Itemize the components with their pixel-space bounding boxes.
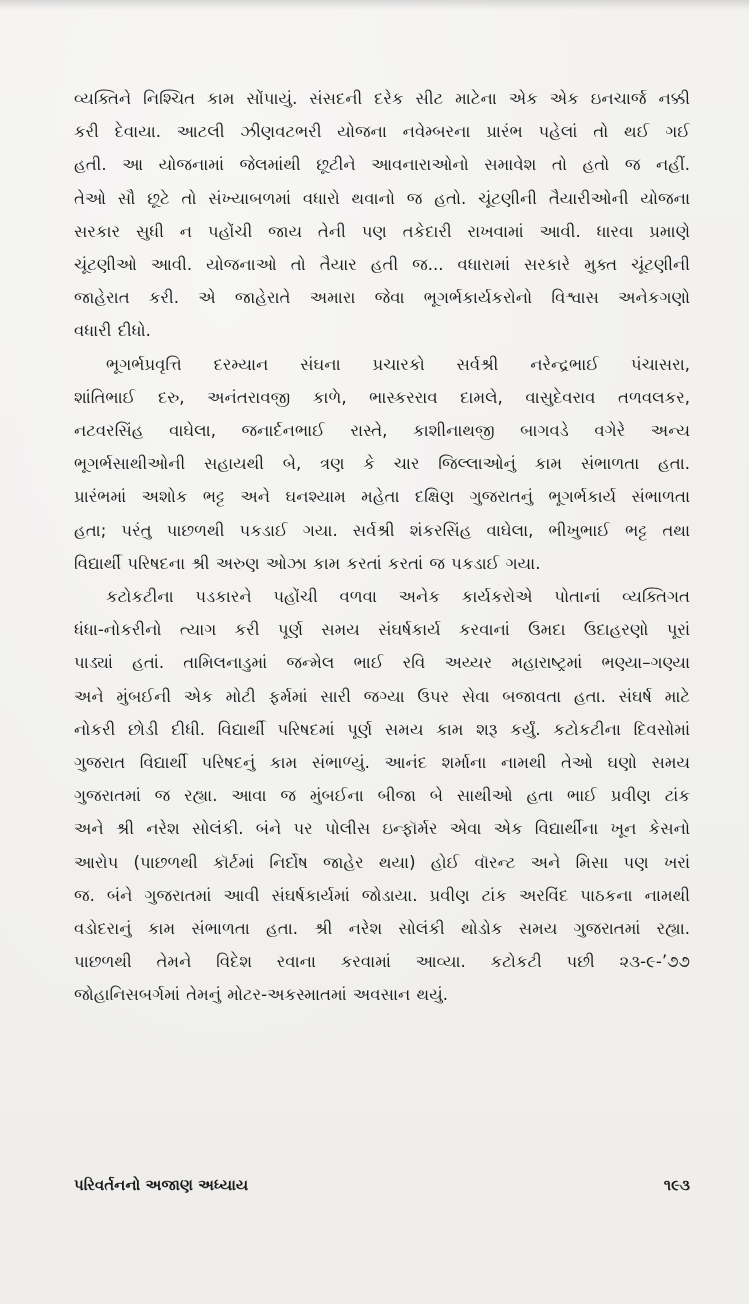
paragraph-1 [74,82,690,348]
text-line: હતા; પરંતુ પાછળથી પકડાઈ ગયા. સર્વશ્રી શંકરસિંહ વાઘેલા, ભીખુભાઈ ભટ્ટ તથા [74,520,690,540]
page-number: ૧૯૩ [663,1176,690,1194]
text-line: અને શ્રી નરેશ સોલંકી. બંને પર પોલીસ ઇન્ફૉર્મર એવા એક વિદ્યાર્થીના ખૂન કેસનો [74,819,690,839]
text-line: કરી દેવાયા. આટલી ઝીણવટભરી યોજના નવેમ્બરના પ્રારંભ પહેલાં તો થઈ ગઈ [74,122,690,142]
text-line: પ્રારંભમાં અશોક ભટ્ટ અને ઘનશ્યામ મહેતા દક્ષિણ ગુજરાતનું ભૂગર્ભકાર્ય સંભાળતા [74,487,690,507]
text-line: ભૂગર્ભસાથીઓની સહાયથી બે, ત્રણ કે ચાર જિલ્લાઓનું કામ સંભાળતા હતા. [74,454,690,474]
text-line: વ્યક્તિને નિશ્ચિત કામ સોંપાયું. સંસદની દરેક સીટ માટેના એક એક ઇનચાર્જ નક્કી [74,89,690,108]
text-line: જ. બંને ગુજરાતમાં આવી સંઘર્ષકાર્યમાં જોડાયા. પ્રવીણ ટાંક અરવિંદ પાઠકના નામથી [74,885,690,905]
text-line: પાડ્યાં હતાં. તામિલનાડુમાં જન્મેલ ભાઈ રવિ અય્યર મહારાષ્ટ્રમાં ભણ્યા–ગણ્યા [74,653,690,673]
text-line: ચૂંટણીઓ આવી. યોજનાઓ તો તૈયાર હતી જ... વધારામાં સરકારે મુક્ત ચૂંટણીની [74,255,690,275]
page-footer [74,1176,690,1200]
text-line: ગુજરાતમાં જ રહ્યા. આવા જ મુંબઈના બીજા બે સાથીઓ હતા ભાઈ પ્રવીણ ટાંક [74,786,690,806]
text-line: વધારી દીધો. [74,321,151,341]
text-line: વડોદરાનું કામ સંભાળતા હતા. શ્રી નરેશ સોલંકી થોડોક સમય ગુજરાતમાં રહ્યા. [74,919,690,939]
text-line: નોકરી છોડી દીધી. વિદ્યાર્થી પરિષદમાં પૂર્ણ સમય કામ શરૂ કર્યું. કટોકટીના દિવસોમાં [74,719,690,739]
running-footer-title: પરિવર્તનનો અજાણ અધ્યાય [74,1176,249,1194]
text-line: આરોપ (પાછળથી કૉર્ટમાં નિર્દોષ જાહેર થયા) હોઈ વૉરન્ટ અને મિસા પણ ખરાં [74,852,690,872]
text-line: સરકાર સુધી ન પહોંચી જાય તેની પણ તકેદારી રાખવામાં આવી. ધારવા પ્રમાણે [74,221,690,241]
paragraph-3 [74,580,690,1012]
text-line: જોહાનિસબર્ગમાં તેમનું મોટર-અકસ્માતમાં અવસાન થયું. [74,985,448,1005]
text-line: ભૂગર્ભપ્રવૃત્તિ દરમ્યાન સંઘના પ્રચારકો સર્વશ્રી નરેન્દ્રભાઈ પંચાસરા, [106,354,690,374]
text-line: તેઓ સૌ છૂટે તો સંખ્યાબળમાં વધારો થવાનો જ હતો. ચૂંટણીની તૈયારીઓની યોજના [74,188,690,208]
page-top-shadow [0,0,749,10]
text-line: જાહેરાત કરી. એ જાહેરાતે અમારા જેવા ભૂગર્ભકાર્યકરોનો વિશ્વાસ અનેકગણો [74,288,690,308]
text-line: પાછળથી તેમને વિદેશ રવાના કરવામાં આવ્યા. કટોકટી પછી ૨૩-૯-’૭૭ [74,952,690,972]
text-line: હતી. આ યોજનામાં જેલમાંથી છૂટીને આવનારાઓનો સમાવેશ તો હતો જ નહીં. [74,155,690,175]
text-line: નટવરસિંહ વાઘેલા, જનાર્દનભાઈ રાસ્તે, કાશીનાથજી બાગવડે વગેરે અન્ય [74,421,690,441]
text-line: ધંધા-નોકરીનો ત્યાગ કરી પૂર્ણ સમય સંઘર્ષકાર્ય કરવાનાં ઉમદા ઉદાહરણો પૂરાં [74,620,690,640]
body-text [74,82,690,1012]
text-line: શાંતિભાઈ દરુ, અનંતરાવજી કાળે, ભાસ્કરરાવ દામલે, વાસુદેવરાવ તળવલકર, [74,387,690,407]
text-line: અને મુંબઈની એક મોટી ફર્મમાં સારી જગ્યા ઉપર સેવા બજાવતા હતા. સંઘર્ષ માટે [74,686,690,706]
text-line: કટોકટીના પડકારને પહોંચી વળવા અનેક કાર્યકરોએ પોતાનાં વ્યક્તિગત [106,587,690,607]
paragraph-2 [74,348,690,580]
text-line: ગુજરાત વિદ્યાર્થી પરિષદનું કામ સંભાળ્યું. આનંદ શર્માના નામથી તેઓ ઘણો સમય [74,753,690,773]
text-line: વિદ્યાર્થી પરિષદના શ્રી અરુણ ઓઝા કામ કરતાં કરતાં જ પકડાઈ ગયા. [74,553,541,573]
